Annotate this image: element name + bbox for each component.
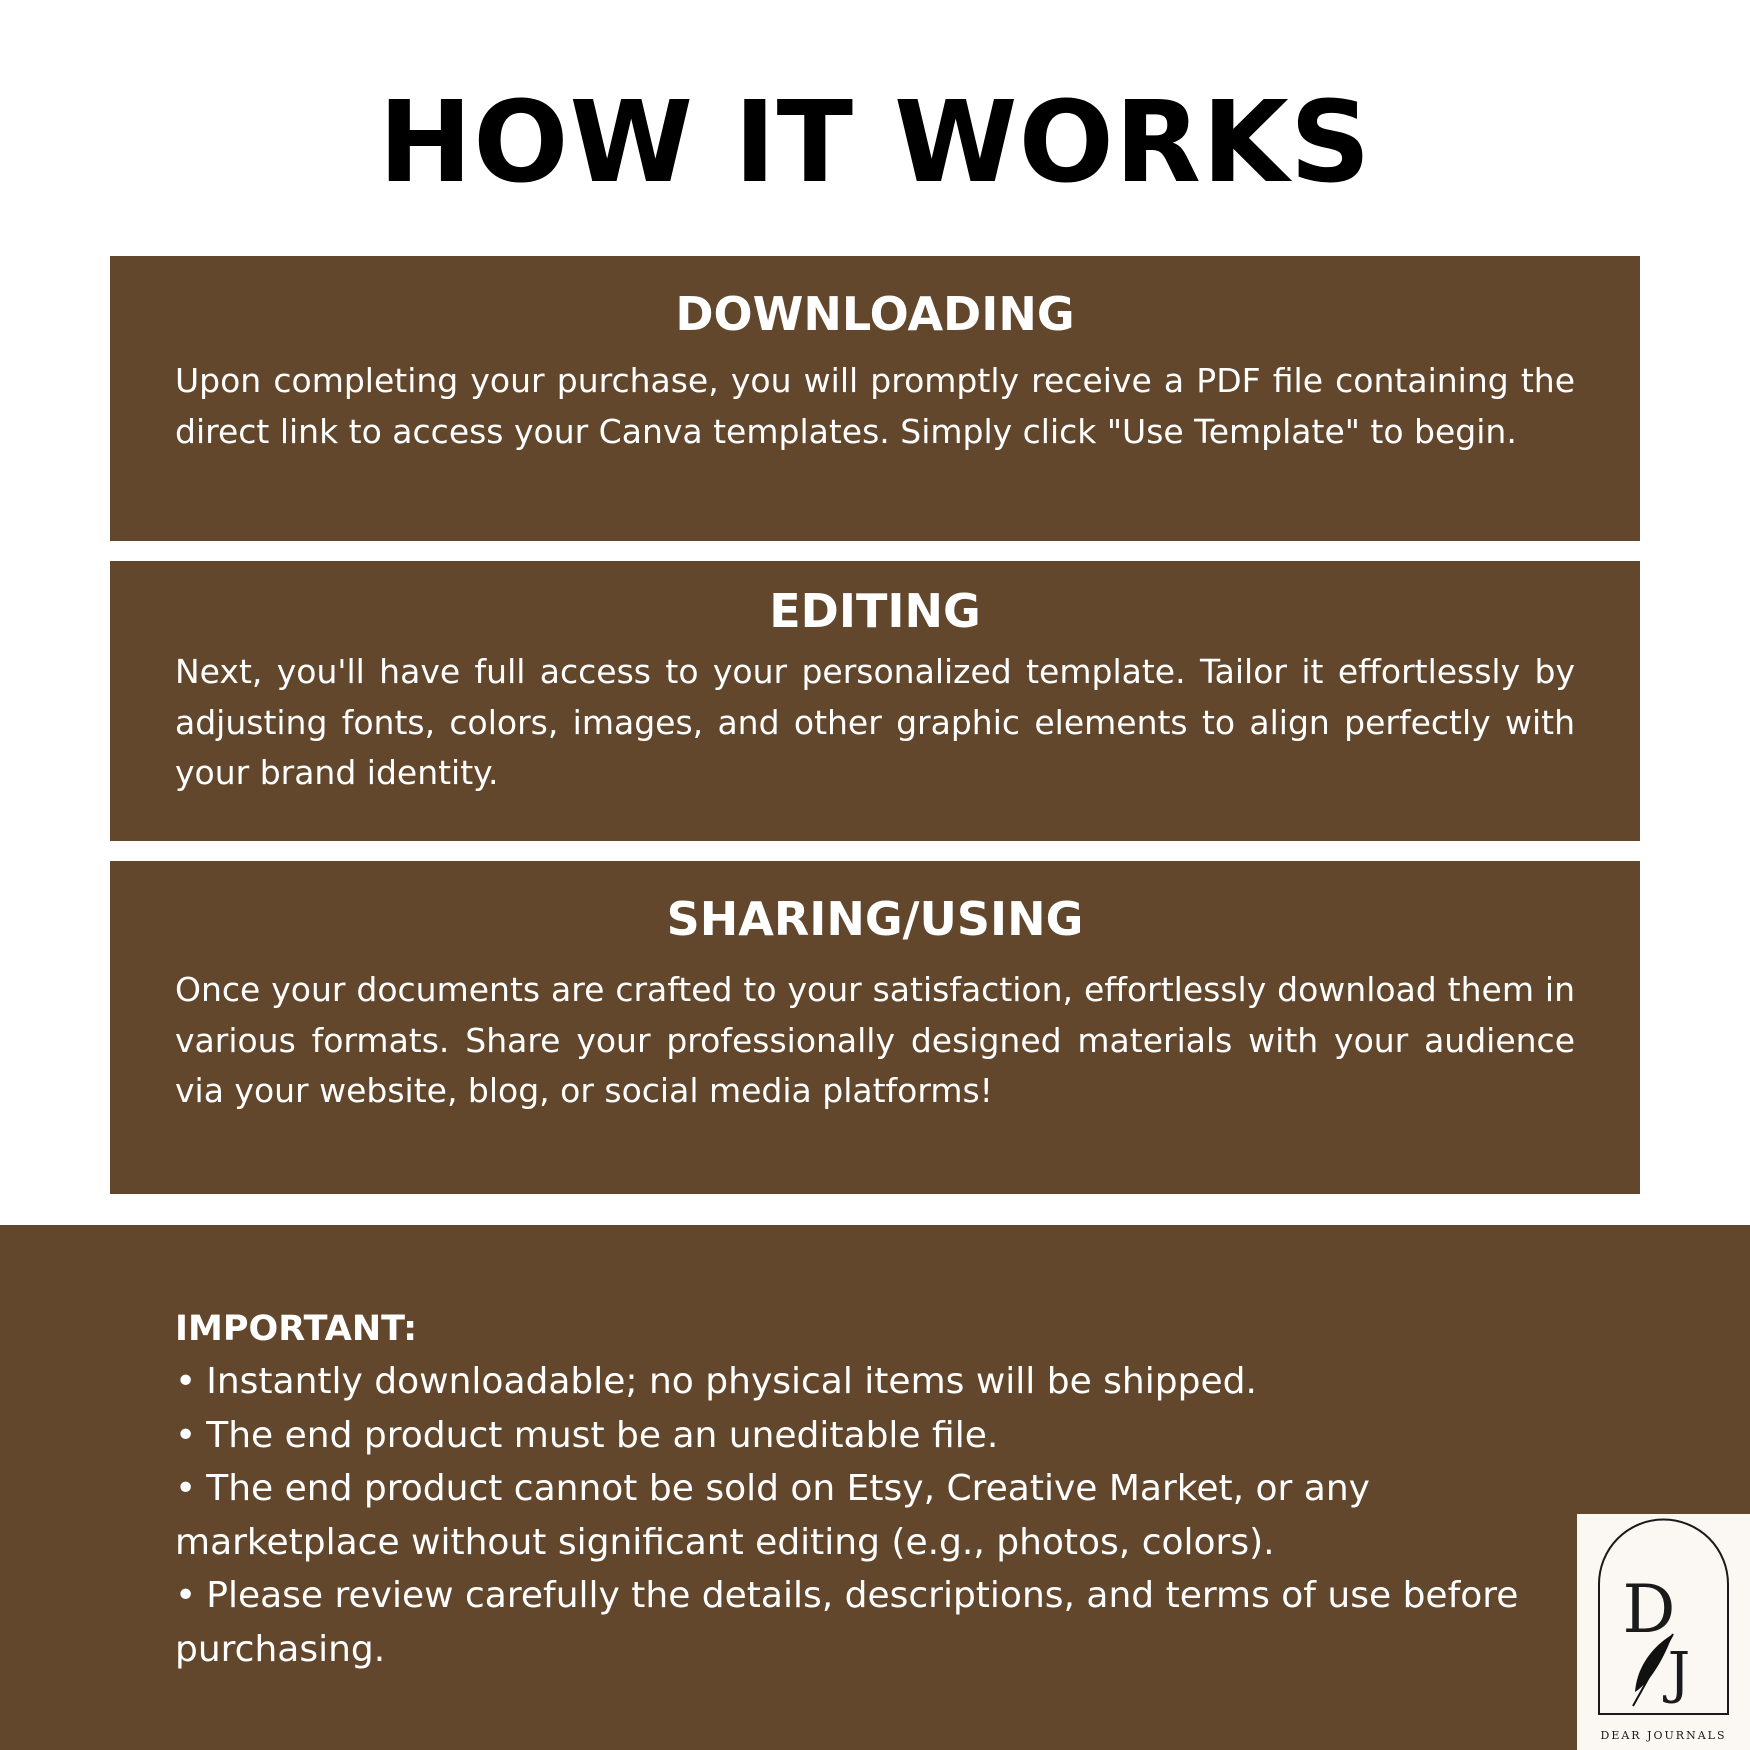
important-content — [175, 1303, 1575, 1676]
important-item — [175, 1569, 1575, 1676]
section-body-editing: Next, you'll have full access to your personalized template. Tailor it effortlessly by adjusting fonts, colors, images, and other graphic elements to align perfectly with your brand identity. — [175, 652, 1575, 792]
section-heading-editing: EDITING — [769, 584, 981, 638]
important-list — [175, 1355, 1575, 1676]
section-body-downloading: Upon completing your purchase, you will promptly receive a PDF file containing the direct link to access your Canva templates. Simply click "Use Template" to begin. — [175, 361, 1575, 451]
logo-monogram-d: D — [1622, 1571, 1676, 1648]
important-heading: IMPORTANT: — [175, 1309, 418, 1349]
section-card-downloading — [110, 256, 1640, 541]
important-panel — [0, 1225, 1750, 1750]
important-item — [175, 1355, 1575, 1409]
page-title: HOW IT WORKS — [378, 78, 1372, 208]
logo-monogram-j: J — [1667, 1641, 1691, 1706]
important-item-text: Please review carefully the details, descriptions, and terms of use before purchasing. — [175, 1575, 1519, 1670]
bullet-icon: • — [175, 1468, 197, 1509]
section-card-editing — [110, 561, 1640, 841]
important-item-text: Instantly downloadable; no physical items will be shipped. — [206, 1361, 1257, 1402]
logo-arch-icon — [1577, 1514, 1750, 1750]
bullet-icon: • — [175, 1575, 197, 1616]
bullet-icon: • — [175, 1361, 197, 1402]
brand-logo — [1577, 1514, 1750, 1750]
section-heading-downloading: DOWNLOADING — [675, 287, 1075, 341]
important-item — [175, 1409, 1575, 1463]
important-item-text: The end product must be an uneditable file. — [206, 1414, 999, 1456]
section-heading-sharing: SHARING/USING — [666, 892, 1084, 946]
section-card-sharing — [110, 861, 1640, 1194]
logo-brand-name: DEAR JOURNALS — [1600, 1729, 1727, 1742]
bullet-icon: • — [175, 1414, 197, 1456]
section-body-sharing: Once your documents are crafted to your satisfaction, effortlessly download them in various formats. Share your professionally designed materials with your audience via your website, blog, or social media platforms! — [175, 970, 1575, 1110]
important-item-text: The end product cannot be sold on Etsy, Creative Market, or any marketplace without significant editing (e.g., photos, colors). — [175, 1468, 1370, 1563]
important-item — [175, 1462, 1575, 1569]
